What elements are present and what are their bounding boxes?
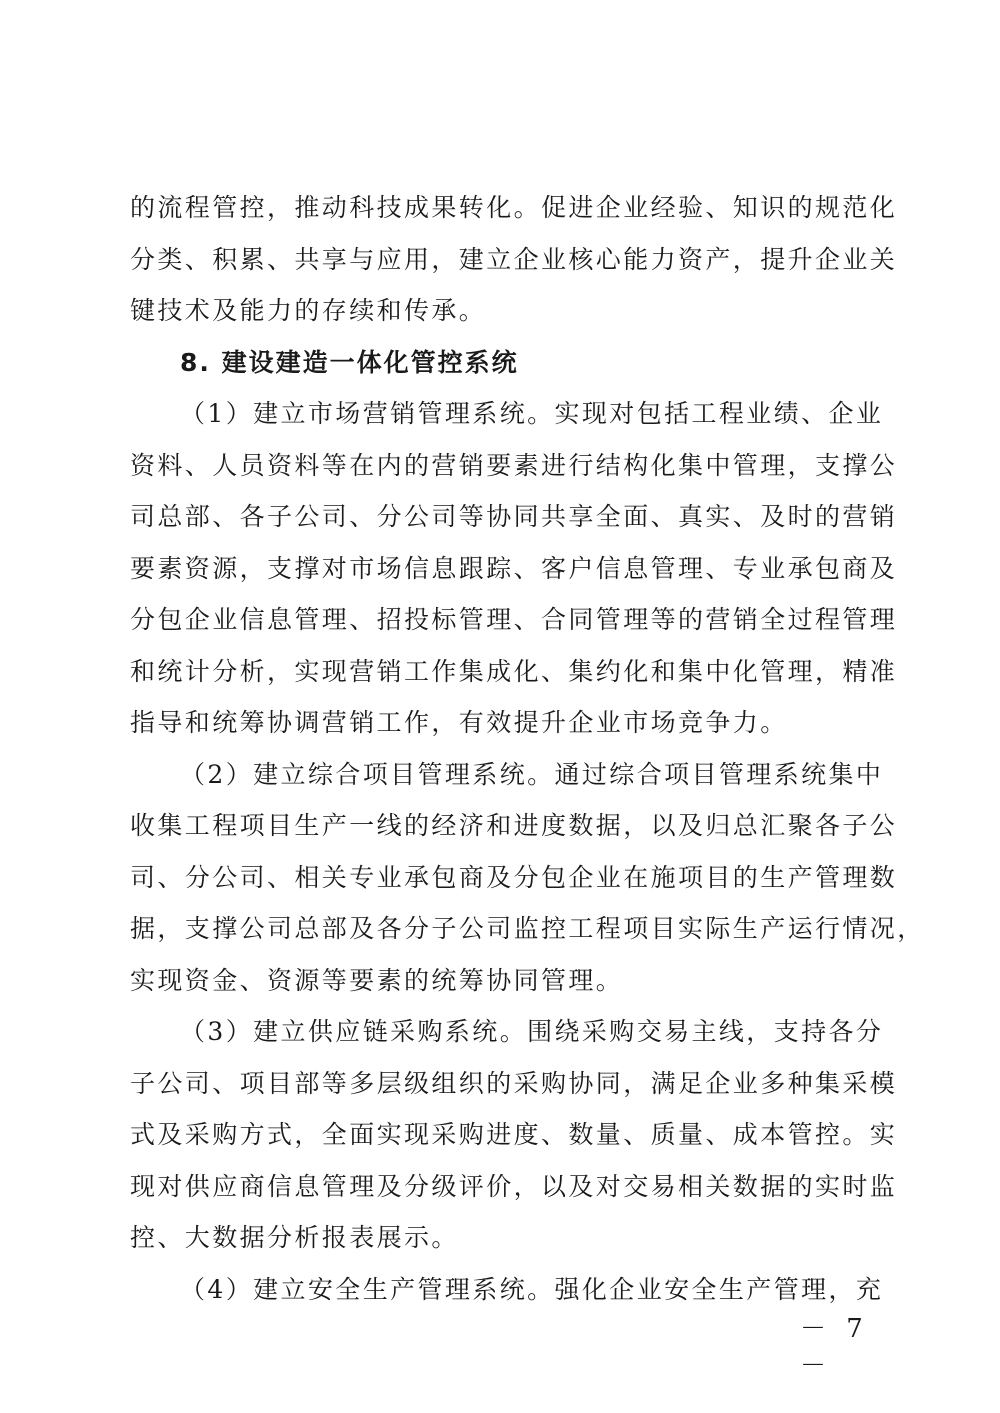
text-line: （4）建立安全生产管理系统。强化企业安全生产管理，充 — [180, 1274, 884, 1304]
text-line: 收集工程项目生产一线的经济和进度数据，以及归总汇聚各子公 — [130, 811, 898, 840]
text-line: （1）建立市场营销管理系统。实现对包括工程业绩、企业 — [180, 399, 884, 428]
text-line: 据，支撑公司总部及各分子公司监控工程项目实际生产运行情况， — [130, 914, 925, 943]
section-heading: 8. 建设建造一体化管控系统 — [180, 347, 519, 377]
text-line: 指导和统筹协调营销工作，有效提升企业市场竞争力。 — [130, 708, 788, 737]
text-line: 实现资金、资源等要素的统筹协同管理。 — [130, 965, 624, 995]
text-line: 式及采购方式，全面实现采购进度、数量、质量、成本管控。实 — [130, 1120, 898, 1149]
text-line: 控、大数据分析报表展示。 — [130, 1223, 459, 1252]
text-line: 现对供应商信息管理及分级评价，以及对交易相关数据的实时监 — [130, 1171, 898, 1201]
page-number: － 7 － — [800, 1314, 869, 1381]
text-line: 和统计分析，实现营销工作集成化、集约化和集中化管理，精准 — [130, 656, 898, 686]
text-line: 资料、人员资料等在内的营销要素进行结构化集中管理，支撑公 — [130, 450, 898, 480]
text-line: 键技术及能力的存续和传承。 — [130, 296, 487, 325]
text-line: （3）建立供应链采购系统。围绕采购交易主线，支持各分 — [180, 1017, 884, 1046]
text-line: 司、分公司、相关专业承包商及分包企业在施项目的生产管理数 — [130, 862, 898, 892]
text-line: （2）建立综合项目管理系统。通过综合项目管理系统集中 — [180, 759, 884, 789]
text-line: 分包企业信息管理、招投标管理、合同管理等的营销全过程管理 — [130, 605, 898, 634]
text-line: 要素资源，支撑对市场信息跟踪、客户信息管理、专业承包商及 — [130, 553, 898, 583]
text-line: 司总部、各子公司、分公司等协同共享全面、真实、及时的营销 — [130, 502, 898, 531]
text-line: 子公司、项目部等多层级组织的采购协同，满足企业多种集采模 — [130, 1068, 898, 1098]
text-line: 的流程管控，推动科技成果转化。促进企业经验、知识的规范化 — [130, 193, 898, 222]
text-line: 分类、积累、共享与应用，建立企业核心能力资产，提升企业关 — [130, 244, 898, 274]
page-body — [130, 182, 925, 1315]
